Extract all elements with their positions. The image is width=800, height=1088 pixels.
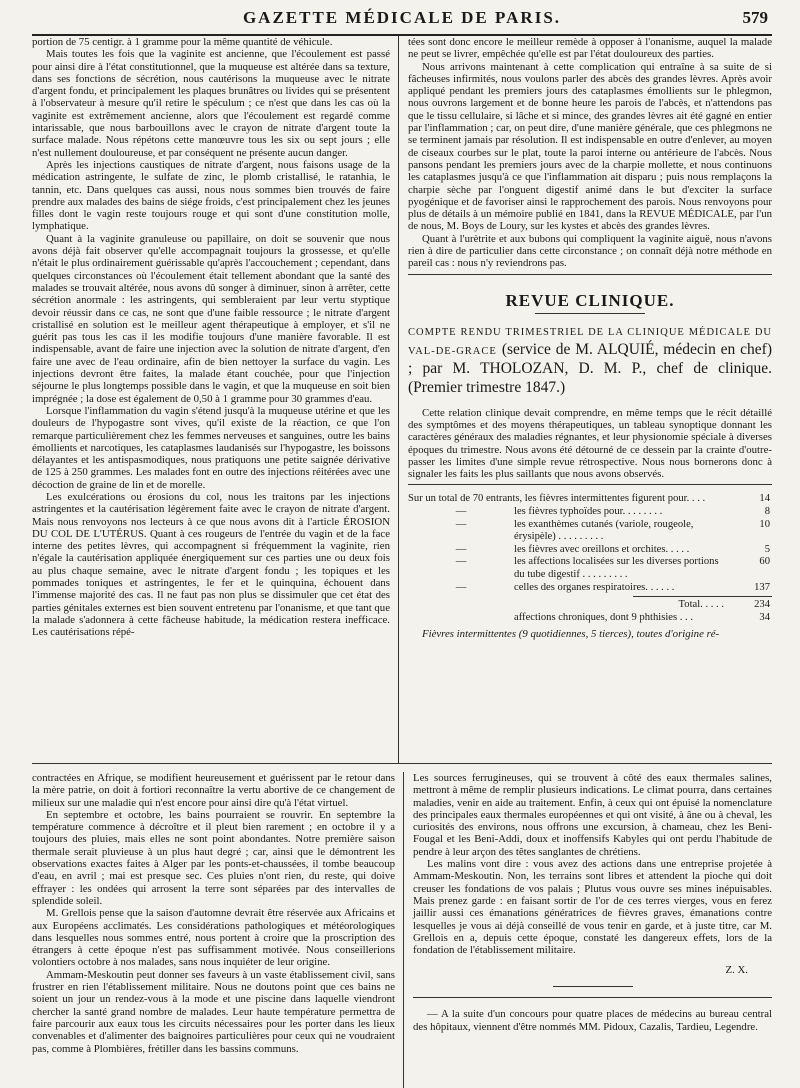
paragraph: En septembre et octobre, les bains pourraient se rouvrir. En septembre la température commence à décroître et il pleut bien rarement ; en octobre il y a toujours des pluies, mais elles ne sont point abondantes. Notre première saison thermale serait pluvieuse à un plus haut degré ; car, ainsi que le démontrent les observations exactes faites à Alger par les ponts-et-chaussées, il tombe beaucoup d'eau, en avril ; mai est presque sec. Ces pluies n'ont rien, du reste, qui doive effrayer : les ondées qui arrosent la terre sont séparées par des intervalles de splendide soleil. xyxy=(32,808,395,907)
statistics-table xyxy=(408,493,772,624)
stat-value: 137 xyxy=(754,581,770,593)
page-number: 579 xyxy=(742,8,768,27)
stat-dash: — xyxy=(455,518,467,530)
report-heading xyxy=(408,322,772,397)
report-intro: Cette relation clinique devait comprendre, en même temps que le récit détaillé des symptômes et des moyens thérapeutiques, un tableau synoptique donnant les caractères généraux des maladies régnantes, et leur physionomie spéciale à diverses époques du trimestre. Nous avons été détourné de ce dessein par la crainte d'outre-passer les limites d'une simple revue rétrospective. Nous nous bornerons donc à signaler les faits les plus saillants que nous avons observés. xyxy=(408,406,772,481)
stat-dash: — xyxy=(455,581,467,593)
stat-value: 60 xyxy=(759,556,770,568)
stat-value: 14 xyxy=(759,493,770,505)
short-divider xyxy=(553,986,633,987)
stat-label: celles des organes respiratoires. . . . . . xyxy=(514,581,675,593)
stat-label: les affections localisées sur les diverses portions du tube digestif . . . . . . . . . xyxy=(514,556,719,580)
paragraph: Lorsque l'inflammation du vagin s'étend jusqu'à la muqueuse utérine et que les douleurs de l'hypogastre sont vives, qu'il existe de la réaction, ce que l'on remarque particulièrement chez les femmes nerveuses et sanguines, outre les bains émollients et narcotiques, les cataplasmes laudanisés sur l'hypogastre, les boissons délayantes et les antispasmodiques, nous pratiquons une petite saignée dérivative de 125 à 250 grammes. Les malades font en outre des injections réitérées avec une décoction de graine de lin et de morelle. xyxy=(32,404,390,491)
paragraph: Quant à la vaginite granuleuse ou papillaire, on doit se souvenir que nous avons déjà fait observer qu'elle accompagnait toujours la grossesse, et qu'elle n'était le plus ordinairement guérissable qu'après l'accouchement ; cependant, dans quelques circonstances où l'écoulement était tellement abondant que la santé des malades se trouvait altérée, nous avons dû songer à diminuer, sinon à arrêter, cette sécrétion anormale : les astringents, qui sembleraient par leur vertu styptique devoir réussir dans ce cas, ne sont que d'une faible ressource ; le nitrate d'argent cristallisé en solution est le meilleur agent thérapeutique à employer, et s'il ne guérit pas tous les cas il les modifie toujours d'une manière favorable. Il est indispensable, avant de faire une injection avec la solution de nitrate d'argent, d'en faire une avec de l'eau ordinaire, afin de bien nettoyer la surface du vagin. Les injections devront être faites, la malade étant couchée, pour que l'injection séjourne le plus longtemps possible dans le vagin, et que la muqueuse en soit bien imprégnée ; la dose est également de 0,50 à 1 gramme pour 30 grammes d'eau. xyxy=(32,232,390,405)
stats-divider xyxy=(408,484,772,485)
stat-label: les fièvres typhoïdes pour. . . . . . . . xyxy=(514,506,663,518)
section-divider xyxy=(408,274,772,275)
paragraph: Quant à l'urètrite et aux bubons qui compliquent la vaginite aiguë, nous n'avons rien à dire de particulier dans cette circonstance ; on connaît déjà notre méthode en pareil cas : nous n'y reviendrons pas. xyxy=(408,232,772,270)
bottom-left-column xyxy=(32,772,404,1088)
stat-total-row xyxy=(408,599,772,612)
total-rule xyxy=(633,596,772,597)
stat-chronic-row xyxy=(408,612,772,625)
stat-spacer xyxy=(408,599,514,612)
stat-value: 10 xyxy=(759,518,770,530)
paragraph: M. Grellois pense que la saison d'automne devrait être réservée aux Africains et aux Européens acclimatés. Les considérations pathologiques et météorologiques dans lesquelles nous sommes entré, nous portent à croire que la proscription des étrangers à cette époque n'est pas suffisamment motivée. Nous conseillerions volontiers octobre à nos malades, sans nous inquiéter de leur origine. xyxy=(32,907,395,969)
report-heading-small: COMPTE RENDU TRIMESTRIEL DE LA CLINIQUE MÉDICALE DU VAL-DE-GRACE xyxy=(408,326,772,357)
title-rule xyxy=(535,313,645,314)
stat-value: 5 xyxy=(764,543,770,555)
stat-total-value: 234 xyxy=(754,599,770,611)
section-title: REVUE CLINIQUE. xyxy=(505,290,675,310)
stat-total-label: Total. . . . . xyxy=(678,599,724,611)
paragraph: Les sources ferrugineuses, qui se trouvent à côté des eaux thermales salines, mettront à même de remplir plusieurs indications. Le climat pourra, dans certaines maladies, venir en aide au traitement. Enfin, à ceux qui ont épuisé la nomenclature des principales eaux thermales européennes et qui ont visité, à âne ou à cheval, les curiosités des environs, nous offrons une excursion, à chameau, chez les Beni-Fougal et les Beni-Addi, doux et inoffensifs Kabyles qui ont perdu l'habitude de pendre à leur arçon des têtes sanglantes de chrétiens. xyxy=(413,772,772,858)
stat-value: 8 xyxy=(764,506,770,518)
stat-row xyxy=(408,506,772,519)
fevers-paragraph: Fièvres intermittentes (9 quotidiennes, 5 tierces), toutes d'origine ré- xyxy=(422,628,720,641)
report-heading-large: (service de M. ALQUIÉ, médecin en chef) ; par M. THOLOZAN, D. M. P., chef de clinique. (Premier trimestre 1847.) xyxy=(408,340,772,396)
stat-dash: — xyxy=(455,506,467,518)
notice-paragraph: — A la suite d'un concours pour quatre places de médecins au bureau central des hôpitaux, viennent d'être nommés MM. Pidoux, Cazalis, Tardieu, Legendre. xyxy=(413,1008,772,1033)
stat-row xyxy=(408,556,772,581)
paragraph: tées sont donc encore le meilleur remède à opposer à l'onanisme, auquel la malade ne peut se livrer, empêchée qu'elle est par l'état douloureux des parties. xyxy=(408,36,772,61)
paragraph: portion de 75 centigr. à 1 gramme pour la même quantité de véhicule. xyxy=(32,36,333,48)
upper-section xyxy=(32,36,772,764)
stat-label: Sur un total de 70 entrants, les fièvres intermittentes figurent pour. . . . xyxy=(408,493,706,505)
stat-label: les exanthèmes cutanés (variole, rougeole, érysipèle) . . . . . . . . . xyxy=(514,518,694,543)
journal-title: GAZETTE MÉDICALE DE PARIS. xyxy=(242,8,562,27)
stat-row xyxy=(408,519,772,544)
left-column xyxy=(32,36,399,763)
stat-spacer xyxy=(408,612,514,625)
bottom-right-column xyxy=(404,772,772,1088)
stat-chronic-label: affections chroniques, dont 9 phthisies . . . xyxy=(514,611,693,623)
stat-row xyxy=(408,544,772,557)
long-divider xyxy=(413,997,772,998)
paragraph: Nous arrivons maintenant à cette complication qui entraîne à sa suite de si fâcheuses infirmités, nous voulons parler des abcès des grandes lèvres. Après avoir appliqué pendant les premiers jours des cataplasmes émollients sur le phlegmon, nous ouvrons largement et de bonne heure les parois de l'abcès, et n'attendons pas que le tissu cellulaire, si lâche et si mince, des grandes lèvres ait été gagné en entier par l'inflammation ; car, on peut dire, d'une manière générale, que ces phlegmons ne se terminent jamais par résolution. Il est indispensable en outre d'enlever, au moyen de ciseaux courbes sur le plat, toute la paroi interne ou antérieure de l'abcès. Nous pansons pendant les premiers jours avec de la charpie mollette, et nous continuons les cataplasmes jusqu'à ce que l'inflammation ait disparu ; puis nous remplaçons la charpie sèche par l'onguent digestif animé dans le but d'exciter la surface pyogénique et de favoriser ainsi le rapprochement des parois. Nous renvoyons pour plus de détails à un mémoire publié en 1841, dans la REVUE MÉDICALE, par l'un de nous, M. Boys de Loury, sur les kystes et abcès des grandes lèvres. xyxy=(408,60,772,233)
stat-chronic-value: 34 xyxy=(759,611,770,623)
paragraph: Après les injections caustiques de nitrate d'argent, nous faisons usage de la médication astringente, le sulfate de zinc, le plomb cristallisé, le ratanhia, le tannin, etc. Dans quelques cas aussi, nous nous sommes bien trouvés de faire prendre aux malades des bains de siége froids, c'est principalement chez les jeunes filles dont le vagin reste toujours rouge et qui sont d'une constitution molle, lymphatique. xyxy=(32,158,390,233)
lower-section xyxy=(32,772,772,1088)
stat-row xyxy=(408,582,772,595)
stat-dash: — xyxy=(455,543,467,555)
paragraph: contractées en Afrique, se modifient heureusement et guérissent par le retour dans la mère patrie, on doit à fortiori reconnaître la vertu abortive de ce changement de milieux sur une maladie qui n'est encore pour ainsi dire qu'à l'état virtuel. xyxy=(32,772,395,809)
paragraph: Les malins vont dire : vous avez des actions dans une entreprise projetée à Ammam-Meskoutin. Non, les terrains sont libres et attendent la pioche qui doit creuser les fondations de vos palais ; Plutus vous ouvre ses mines inépuisables. Mais prenez garde : en faisant sortir de l'or de ces terres vierges, vous en ferez jaillir aussi ces émanations génératrices de fièvres graves, émanations contre lesquelles je vous ai déjà conseillé de vous tenir en garde, et à juste titre, car M. Grellois en a, depuis cette époque, constaté les dangereux effets, lors de la fondation de l'établissement militaire. xyxy=(413,858,772,957)
stat-label: les fièvres avec oreillons et orchites. . . . . xyxy=(514,543,690,555)
running-header xyxy=(32,0,772,36)
stat-row xyxy=(408,493,772,506)
paragraph: Les exulcérations ou érosions du col, nous les traitons par les injections astringentes et la cautérisation légèrement faite avec le crayon de nitrate d'argent. Mais nous renvoyons nos lecteurs à ce que nous avons dit à l'article ÉROSION DU COL DE L'UTÉRUS. Quant à ces rougeurs de l'entrée du vagin et de la face interne des petites lèvres, qui accompagnent si fréquemment la vaginite, rien n'égale la cautérisation appliquée énergiquement sur ces parties une ou deux fois au plus chaque semaine, avec le nitrate d'argent fondu ; les topiques et les pommades toniques et astringentes, le fer et le quinquina, échouent dans l'immense majorité des cas. Il ne faut pas non plus se dissimuler que cet état des parties génitales externes est bien souvent entretenu par l'onanisme, et que tant que la malade s'adonnera à cette fâcheuse habitude, la médication restera inefficace. Les cautérisations répé- xyxy=(32,490,390,639)
stat-dash: — xyxy=(455,556,467,568)
paragraph: Mais toutes les fois que la vaginite est ancienne, que l'écoulement est passé pour ainsi dire à l'état constitutionnel, que la muqueuse est altérée dans sa texture, dans ses fonctions de sécrétion, nous cautérisons la muqueuse avec le nitrate d'argent fondu, et principalement les plaques brunâtres ou livides qui se présentent à l'observateur à mesure qu'il retire le spéculum ; ce n'est que dans les cas où la vaginite est extrêmement ancienne, alors que l'écoulement est regardé comme intarissable, que nous barbouillons avec le crayon de nitrate d'argent toute la surface malade. Nous répétons cette manœuvre tous les six ou sept jours ; elle n'est nullement douloureuse, et par conséquent ne présente aucun danger. xyxy=(32,48,390,159)
signature: Z. X. xyxy=(725,964,748,977)
right-column xyxy=(399,36,772,763)
paragraph: Ammam-Meskoutin peut donner ses faveurs à un vaste établissement civil, sans frustrer en rien l'établissement militaire. Nous ne doutons point que ces bains ne soient un jour un rendez-vous à la mode et une piscine dans laquelle viendront chercher la santé grand nombre de malades. Leur haute température permettra de faire parcourir aux eaux tous les circuits nécessaires pour les porter dans les lieux convenables et d'alimenter des baignoires particulières pour ceux qui ne voudraient pas, comme à Plombières, frétiller dans les bassins communs. xyxy=(32,968,395,1055)
